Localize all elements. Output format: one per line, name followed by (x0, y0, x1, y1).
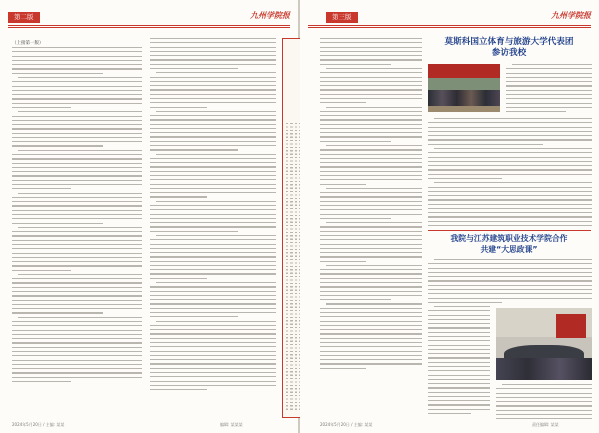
article-intro: （上接第一版） (12, 41, 44, 46)
body-text-block (320, 38, 422, 372)
article-1-headline (426, 37, 592, 59)
article-1-photo (428, 64, 500, 112)
body-text-block (12, 47, 142, 385)
newspaper-brand: 九州学院报 (551, 10, 591, 20)
article-2-text-beside-photo (428, 306, 490, 419)
article-2-headline-line-1: 我院与江苏建筑职业技术学院合作 (450, 234, 568, 243)
right-page-header (308, 12, 591, 38)
body-text-block (496, 384, 592, 419)
body-text-block (428, 259, 592, 305)
article-2-headline-line-2: 共建“大思政课” (480, 244, 538, 254)
newspaper-brand: 九州学院报 (250, 10, 290, 20)
right-text-column-1 (320, 38, 422, 419)
article-divider (428, 230, 591, 231)
article-1-text-beside-photo (506, 64, 592, 114)
left-text-column-2 (150, 38, 276, 419)
header-rule (8, 25, 290, 26)
page-footer-right: 编辑: 某某某 (220, 422, 243, 427)
article-1-headline-line-1: 莫斯科国立体育与旅游大学代表团 (444, 37, 574, 47)
section-tag: 第三版 (326, 12, 358, 23)
right-page (300, 0, 599, 433)
header-rule-thin (308, 27, 591, 28)
body-text-block (428, 306, 490, 417)
header-rule-thin (8, 27, 290, 28)
body-text-block (150, 38, 276, 393)
article-2-photo (496, 308, 592, 380)
body-text-block (428, 118, 592, 228)
article-1-headline-line-2: 参访我校 (491, 48, 527, 58)
body-text-block (506, 64, 592, 114)
page-footer-left: 2024年5月20日 / 主编: 某某 (12, 422, 65, 427)
section-tag: 第二版 (8, 12, 40, 23)
left-text-column-1 (12, 38, 142, 419)
article-2-headline (426, 234, 592, 255)
page-footer-left: 2024年5月20日 / 主编: 某某 (320, 422, 373, 427)
left-page (0, 0, 298, 433)
article-2-text-lead (428, 259, 592, 305)
page-footer-right: 责任编辑: 某某 (532, 422, 559, 427)
article-2-text-below-photo (496, 384, 592, 419)
article-1-text-body (428, 118, 592, 228)
header-rule (308, 25, 591, 26)
left-page-header (8, 12, 290, 38)
